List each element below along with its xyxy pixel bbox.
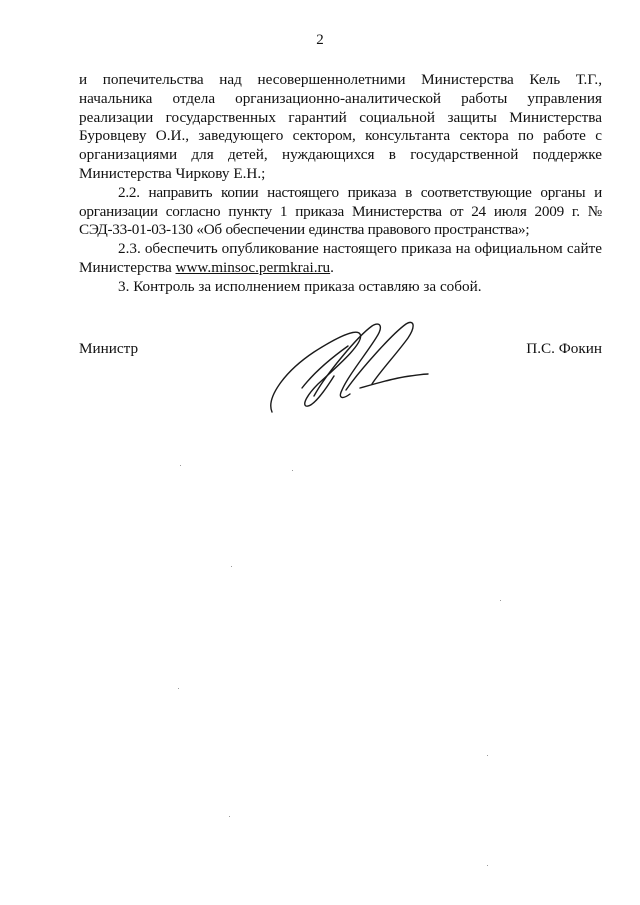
- scan-speck: [231, 566, 232, 567]
- scan-speck: [487, 865, 488, 866]
- scan-speck: [487, 755, 488, 756]
- paragraph-2-3-end: .: [330, 258, 334, 276]
- paragraph-continuation: и попечительства над несовершеннолетними Министерства Кель Т.Г., начальника отдела организационно-аналитической работы управления реализации государственных гарантий социальной защиты Министерства Буровцеву О.И., заведующего сектором, консультанта сектора по работе с организациями для детей, нуждающихся в государственной поддержке Министерства Чиркову Е.Н.;: [79, 71, 602, 182]
- scan-speck: [178, 688, 179, 689]
- scan-speck: [180, 465, 181, 466]
- signer-title: Министр: [79, 340, 139, 357]
- scan-speck: [500, 600, 501, 601]
- signer-name: П.С. Фокин: [526, 340, 602, 357]
- scan-speck: [229, 816, 230, 817]
- ministry-website-link[interactable]: www.minsoc.permkrai.ru: [175, 258, 331, 276]
- document-body: [79, 71, 602, 297]
- paragraph-2-2: 2.2. направить копии настоящего приказа в соответствующие органы и организации согласно пункту 1 приказа Министерства от 24 июля 2009 г. № СЭД-33-01-03-130 «Об обеспечении единства правового пространства»;: [79, 183, 602, 239]
- paragraph-2-3-text: 2.3. обеспечить опубликование настоящего приказа на официальном сайте Министерства: [79, 240, 602, 276]
- scan-speck: [292, 470, 293, 471]
- page-number: 2: [316, 32, 324, 48]
- paragraph-3: 3. Контроль за исполнением приказа оставляю за собой.: [118, 277, 482, 295]
- handwritten-signature: [262, 318, 430, 416]
- paragraph-2-3: [79, 240, 602, 278]
